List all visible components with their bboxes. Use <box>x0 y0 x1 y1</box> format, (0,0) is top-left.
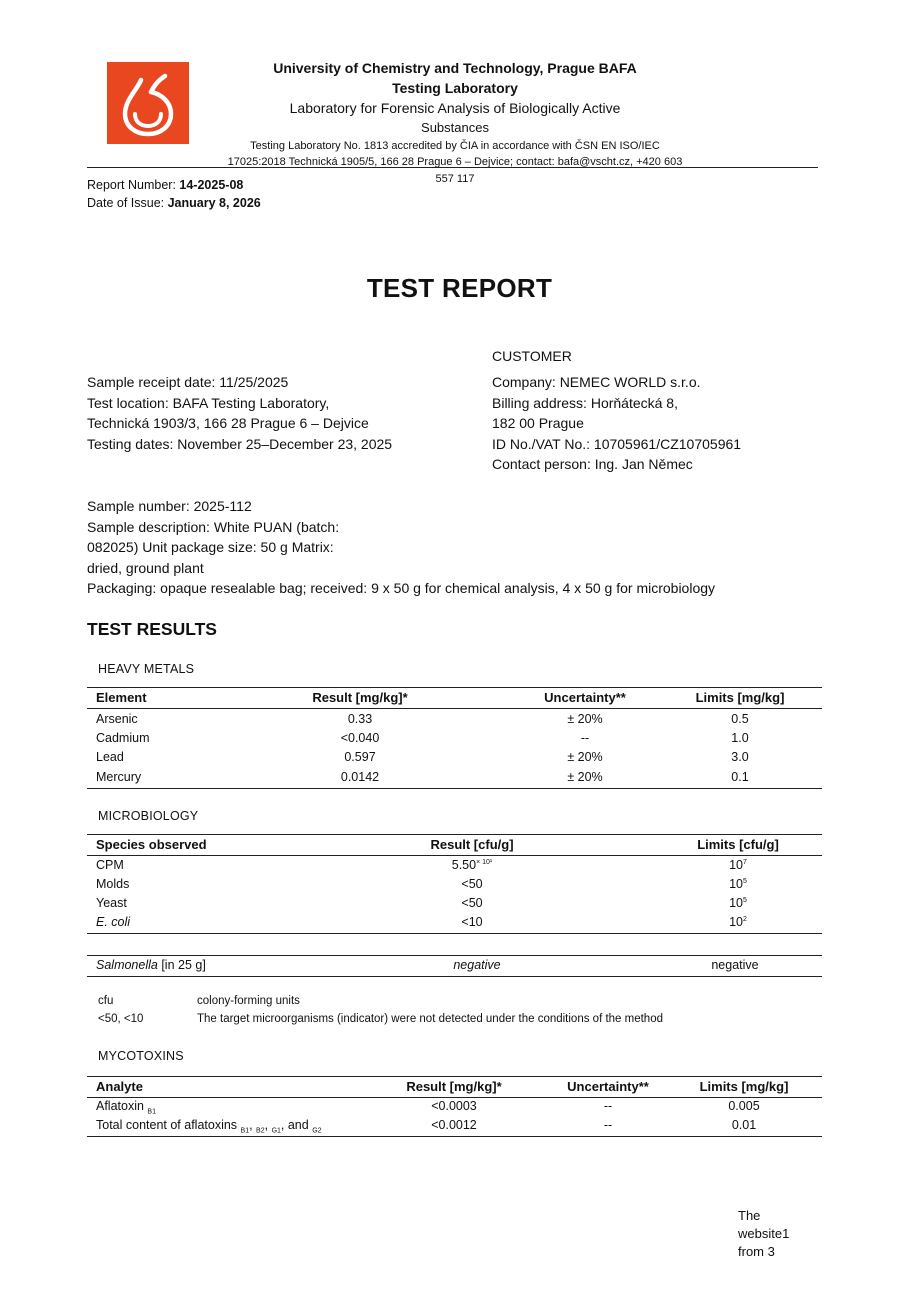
table-cell: ± 20% <box>567 750 603 764</box>
report-number-value: 14-2025-08 <box>179 178 244 192</box>
sample-info <box>87 372 392 454</box>
table-cell: <50 <box>461 896 483 910</box>
table-cell <box>96 1099 156 1116</box>
column-header: Result [mg/kg]* <box>406 1079 502 1094</box>
sample-description-line3: dried, ground plant <box>87 559 204 576</box>
limit-base: 10 <box>729 896 743 910</box>
heavy-metals-heading: HEAVY METALS <box>98 662 195 676</box>
limit-base: 10 <box>729 877 743 891</box>
table-cell <box>678 858 798 872</box>
result-value: 5.50 <box>451 858 477 872</box>
table-cell: <0.0012 <box>431 1118 477 1132</box>
accreditation-line2: 17025:2018 Technická 1905/5, 166 28 Prague 6 – Dejvice; contact: bafa@vscht.cz, +420 603 <box>227 156 683 168</box>
contact-person: Contact person: Ing. Jan Němec <box>492 456 693 472</box>
table-cell: ± 20% <box>567 712 603 726</box>
accreditation-line1: Testing Laboratory No. 1813 accredited by ČIA in accordance with ČSN EN ISO/IEC <box>250 140 660 152</box>
table-cell: 0.1 <box>731 770 749 784</box>
table-cell: -- <box>580 731 590 745</box>
sample-description-line2: 082025) Unit package size: 50 g Matrix: <box>87 539 334 555</box>
table-rule <box>87 1136 822 1137</box>
sample-number: Sample number: 2025-112 <box>87 498 252 514</box>
table-cell: -- <box>603 1099 613 1113</box>
limit-base: 10 <box>729 915 743 929</box>
testing-dates: Testing dates: November 25–December 23, 2025 <box>87 435 393 452</box>
table-rule <box>87 834 822 835</box>
table-rule <box>87 955 822 956</box>
table-rule <box>87 976 822 977</box>
limit-exponent: 2 <box>743 915 747 923</box>
salmonella-sample-size: [in 25 g] <box>157 958 206 972</box>
table-cell: 0.005 <box>728 1099 760 1113</box>
table-rule <box>87 1097 822 1098</box>
table-cell: CPM <box>96 858 124 872</box>
limit-exponent: 7 <box>743 858 747 866</box>
table-cell: 0.597 <box>344 750 376 764</box>
test-location-line2: Technická 1903/3, 166 28 Prague 6 – Dejvice <box>87 415 369 431</box>
table-cell: Mercury <box>96 770 142 784</box>
table-cell: Lead <box>96 750 124 764</box>
table-cell <box>678 877 798 891</box>
table-cell <box>412 858 532 872</box>
flask-logo-icon <box>107 62 189 144</box>
limit-base: 10 <box>729 858 743 872</box>
footnote-term: <50, <10 <box>98 1013 144 1025</box>
table-cell: -- <box>603 1118 613 1132</box>
table-rule <box>87 1076 822 1077</box>
customer-heading: CUSTOMER <box>492 348 572 364</box>
column-header: Limits [mg/kg] <box>695 690 785 705</box>
table-cell: Total content of aflatoxins $_{B1}$, $_{B2}$, $_{G1}$, and $_{G2}$ <box>96 1118 322 1135</box>
table-cell: 0.01 <box>731 1118 757 1132</box>
header-divider <box>87 167 818 168</box>
table-cell: Arsenic <box>96 712 138 726</box>
page-number-line: The <box>738 1208 761 1223</box>
column-header: Result [cfu/g] <box>430 837 514 852</box>
column-header: Species observed <box>96 837 207 852</box>
analyte-name: Total content of aflatoxins <box>96 1118 241 1132</box>
page-title: TEST REPORT <box>366 273 553 303</box>
table-cell: <50 <box>461 877 483 891</box>
table-cell <box>96 958 206 972</box>
table-cell: negative <box>711 958 759 972</box>
column-header: Uncertainty** <box>567 1079 649 1094</box>
university-logo <box>107 62 189 144</box>
table-cell: 3.0 <box>731 750 749 764</box>
table-cell: <0.0003 <box>431 1099 477 1113</box>
table-cell <box>678 896 798 910</box>
table-cell: <0.040 <box>340 731 380 745</box>
page-number-line: from 3 <box>738 1244 775 1259</box>
table-cell: Cadmium <box>96 731 150 745</box>
table-rule <box>87 788 822 789</box>
table-cell: ± 20% <box>567 770 603 784</box>
table-cell: Yeast <box>96 896 127 910</box>
report-number-label: Report Number: <box>87 178 180 192</box>
column-header: Limits [cfu/g] <box>697 837 779 852</box>
table-cell: negative <box>453 958 501 972</box>
limit-exponent: 5 <box>743 877 747 885</box>
table-rule <box>87 687 822 688</box>
packaging-info: Packaging: opaque resealable bag; received: 9 x 50 g for chemical analysis, 4 x 50 g for microbiology <box>87 580 716 596</box>
issue-date-label: Date of Issue: <box>87 196 168 210</box>
analyte-name: Aflatoxin <box>96 1099 148 1113</box>
lab-full-name-line2: Substances <box>421 120 489 135</box>
mycotoxins-heading: MYCOTOXINS <box>98 1049 184 1063</box>
table-rule <box>87 855 822 856</box>
table-cell: E. coli <box>96 915 131 929</box>
footnote-term: cfu <box>98 995 114 1007</box>
lab-name: Testing Laboratory <box>392 80 518 96</box>
microbiology-heading: MICROBIOLOGY <box>98 809 199 823</box>
customer-ids: ID No./VAT No.: 10705961/CZ10705961 <box>492 435 742 452</box>
table-cell: Molds <box>96 877 130 891</box>
table-cell: 1.0 <box>731 731 749 745</box>
test-location-line1: Test location: BAFA Testing Laboratory, <box>87 394 330 411</box>
receipt-date: Sample receipt date: 11/25/2025 <box>87 374 289 390</box>
footnote-definition: colony-forming units <box>197 995 300 1007</box>
issue-date-value: January 8, 2026 <box>167 196 261 210</box>
billing-address-line2: 182 00 Prague <box>492 415 584 431</box>
page-number <box>738 1207 808 1261</box>
column-header: Result [mg/kg]* <box>312 690 408 705</box>
lab-full-name-line1: Laboratory for Forensic Analysis of Biologically Active <box>289 100 621 116</box>
billing-address-line1: Billing address: Horňátecká 8, <box>492 394 678 411</box>
analyte-subscript: G2 <box>312 1127 322 1135</box>
column-header: Uncertainty** <box>544 690 626 705</box>
table-cell: 0.33 <box>347 712 373 726</box>
analyte-subscript: B1 <box>240 1127 250 1135</box>
sample-details <box>87 496 715 599</box>
table-cell: 0.5 <box>731 712 749 726</box>
sample-description-line1: Sample description: White PUAN (batch: <box>87 518 340 535</box>
customer-company: Company: NEMEC WORLD s.r.o. <box>492 374 701 390</box>
report-number <box>87 178 243 192</box>
analyte-subscript: B2 <box>256 1127 265 1135</box>
limit-exponent: 5 <box>743 896 747 904</box>
analyte-conjunction: and <box>287 1118 313 1132</box>
footnote-definition: The target microorganisms (indicator) were not detected under the conditions of the method <box>197 1013 663 1025</box>
salmonella-name: Salmonella <box>96 958 158 972</box>
university-name: University of Chemistry and Technology, Prague BAFA <box>273 60 637 76</box>
result-exponent: × 10¹ <box>476 858 493 866</box>
issue-date <box>87 196 261 210</box>
table-cell: 0.0142 <box>340 770 380 784</box>
analyte-subscript: B1 <box>147 1108 156 1116</box>
table-cell <box>678 915 798 929</box>
column-header: Analyte <box>96 1079 143 1094</box>
analyte-subscript: G1 <box>271 1127 281 1135</box>
table-cell: <10 <box>461 915 483 929</box>
customer-info <box>492 372 741 475</box>
test-results-heading: TEST RESULTS <box>87 619 217 639</box>
column-header: Element <box>96 690 147 705</box>
table-rule <box>87 708 822 709</box>
column-header: Limits [mg/kg] <box>699 1079 789 1094</box>
table-rule <box>87 933 822 934</box>
page-number-line: website1 <box>738 1226 790 1241</box>
accreditation-line3: 557 117 <box>435 173 475 185</box>
